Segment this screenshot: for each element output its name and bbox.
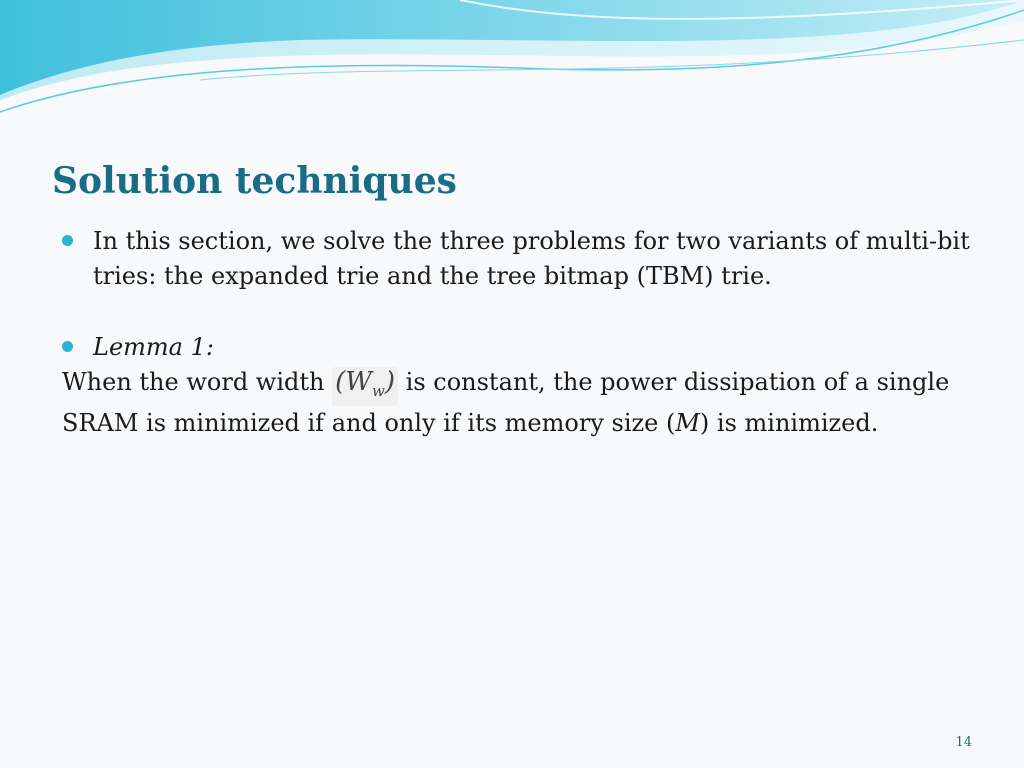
page-number: 14 <box>955 735 972 750</box>
bullet-dot-icon <box>62 235 73 246</box>
bullet-item-intro <box>62 224 982 294</box>
slide-title: Solution techniques <box>52 160 457 202</box>
math-expression: $(W_w)$ <box>332 367 398 406</box>
math-symbol: W <box>345 367 373 397</box>
math-subscript: w <box>372 382 385 401</box>
slide-content <box>62 224 982 441</box>
header-wave-decoration <box>0 0 1024 130</box>
lemma-variable: M <box>675 409 700 438</box>
bullet-text-intro: In this section, we solve the three problems for two variants of multi-bit tries: the expanded trie and the tree bitmap (TBM) trie. <box>93 227 970 290</box>
bullet-item-lemma <box>62 330 982 365</box>
lemma-label: Lemma 1: <box>93 333 214 361</box>
lemma-statement <box>62 365 982 441</box>
lemma-text-part2: is constant, the power dissipation of a single SRAM is minimized if and only if its memory size ( <box>62 368 950 438</box>
bullet-dot-icon <box>62 341 73 352</box>
lemma-text-part3: ) is minimized. <box>699 409 879 438</box>
lemma-text-part1: When the word width <box>62 368 333 396</box>
